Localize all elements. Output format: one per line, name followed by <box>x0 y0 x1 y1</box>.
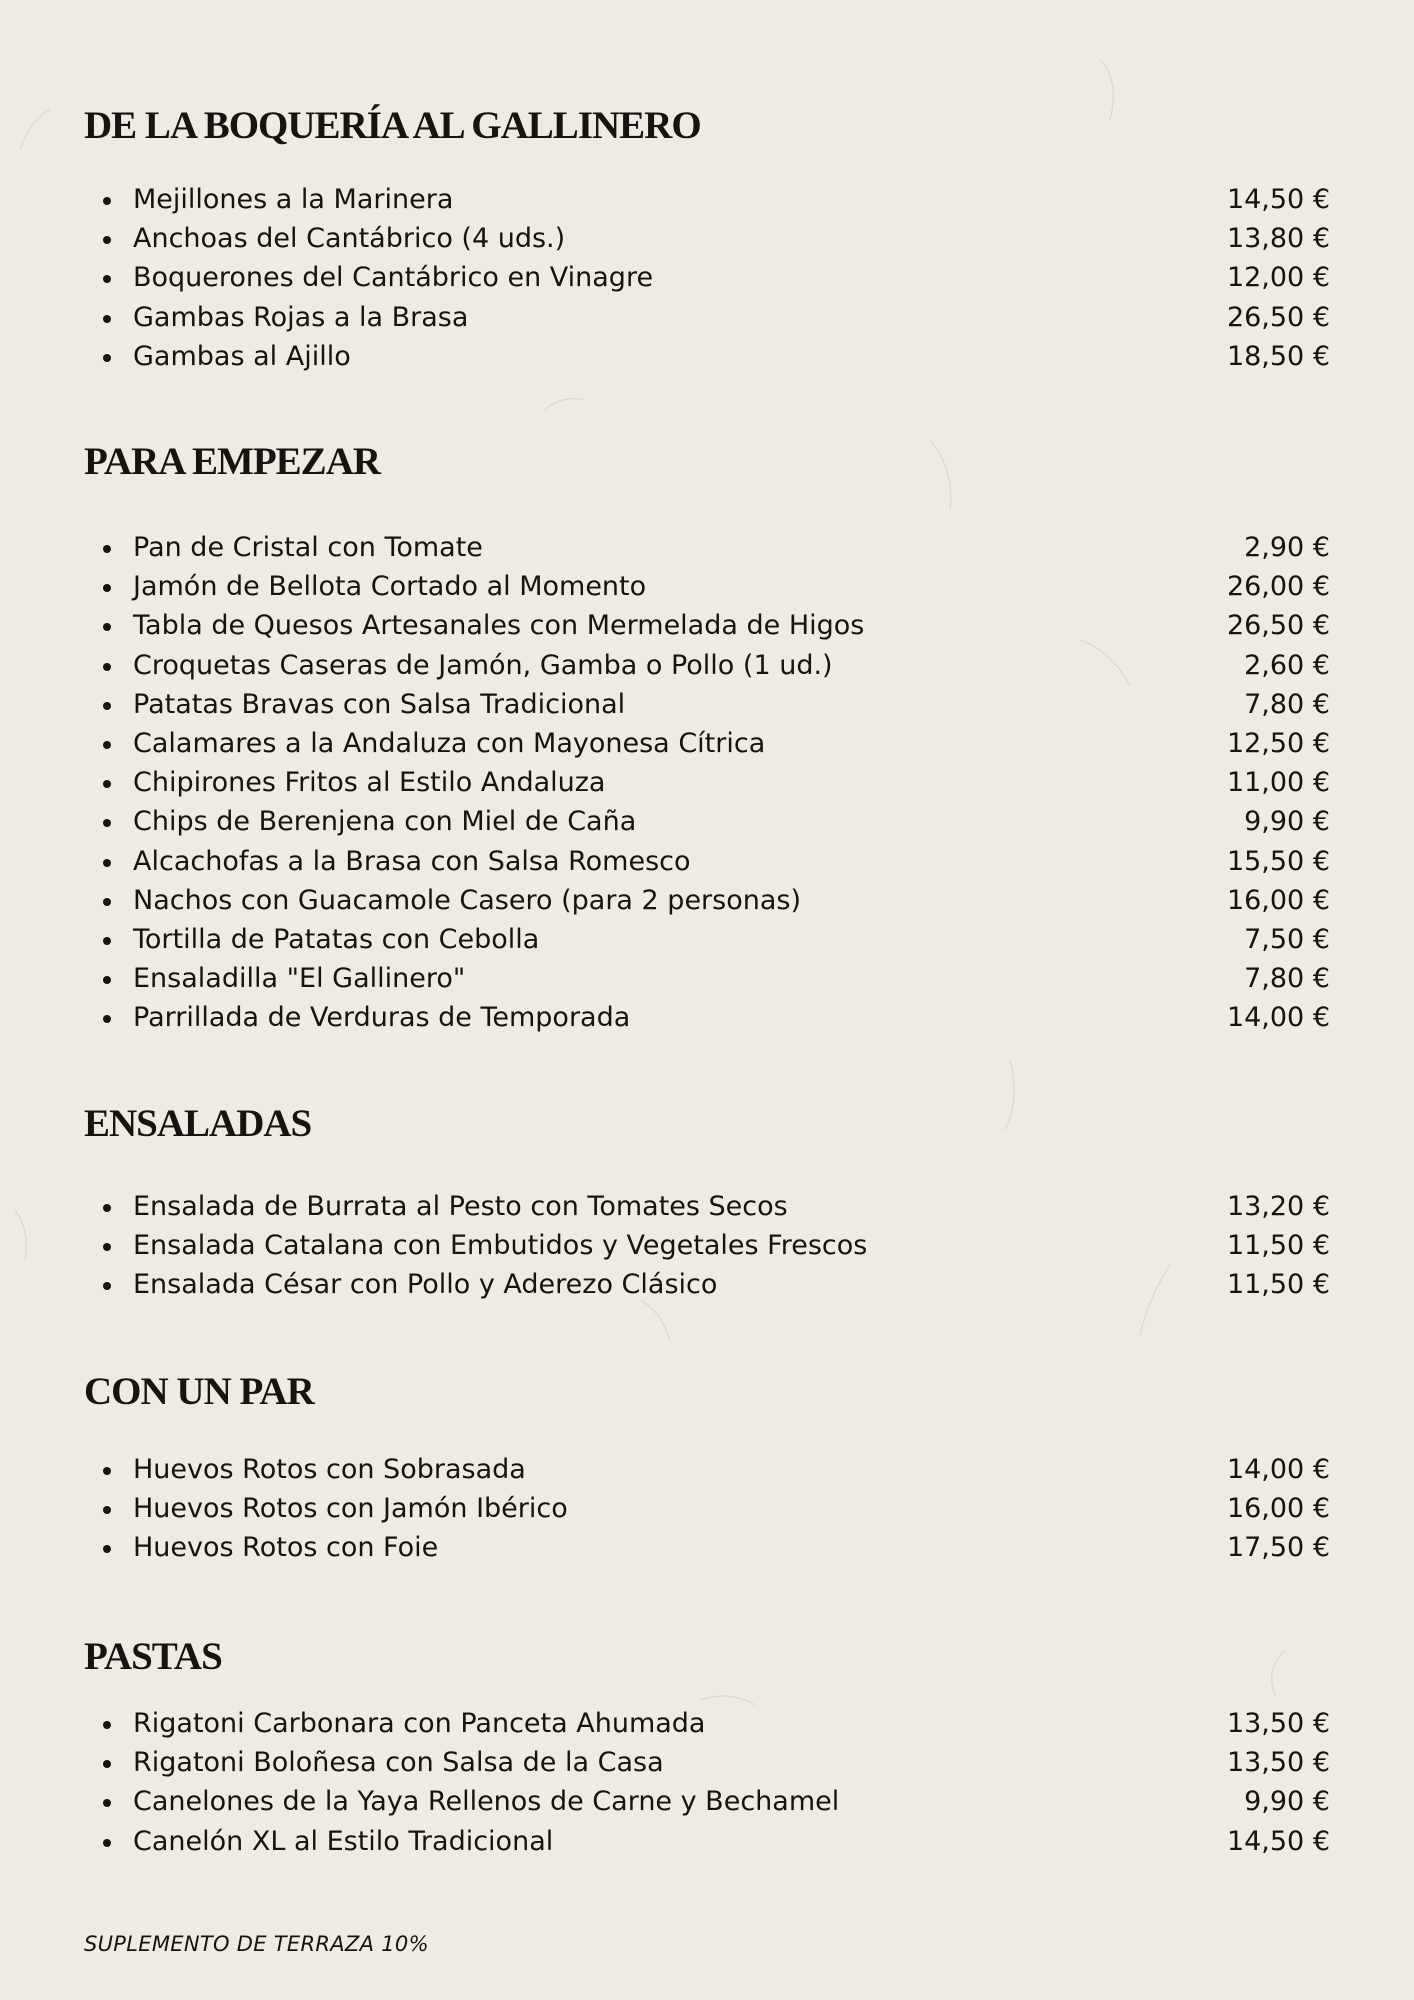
section-ensaladas <box>84 1094 1330 1301</box>
item-price: 16,00 € <box>1226 884 1330 916</box>
bullet-icon <box>103 741 111 749</box>
item-price: 7,80 € <box>1244 688 1330 720</box>
menu-item <box>84 1489 1330 1528</box>
menu-item <box>84 1226 1330 1265</box>
bullet-icon <box>103 197 111 205</box>
item-name: Pan de Cristal con Tomate <box>133 532 483 563</box>
item-price: 7,50 € <box>1244 923 1330 955</box>
bullet-icon <box>103 236 111 244</box>
menu-item <box>84 567 1330 606</box>
item-name: Nachos con Guacamole Casero (para 2 personas) <box>133 884 801 916</box>
menu-item <box>84 606 1330 645</box>
menu-item <box>84 1743 1330 1782</box>
menu-item <box>84 1265 1330 1304</box>
item-name: Gambas Rojas a la Brasa <box>133 301 469 333</box>
menu-item <box>84 1822 1330 1861</box>
menu-item <box>84 1704 1330 1743</box>
item-name: Ensaladilla "El Gallinero" <box>133 963 466 995</box>
item-name: Tabla de Quesos Artesanales con Mermelada de Higos <box>133 610 865 642</box>
item-name: Boquerones del Cantábrico en Vinagre <box>133 262 654 294</box>
item-price: 15,50 € <box>1226 845 1330 877</box>
bullet-icon <box>103 819 111 827</box>
item-name: Ensalada Catalana con Embutidos y Vegetales Frescos <box>133 1230 868 1262</box>
item-name: Chips de Berenjena con Miel de Caña <box>133 806 637 838</box>
menu-item <box>84 1450 1330 1489</box>
item-name: Rigatoni Carbonara con Panceta Ahumada <box>133 1708 706 1739</box>
bullet-icon <box>103 1839 111 1847</box>
menu-item <box>84 685 1330 724</box>
menu-item <box>84 724 1330 763</box>
item-list <box>84 1704 1330 1861</box>
menu-item <box>84 180 1330 219</box>
bullet-icon <box>103 937 111 945</box>
item-name: Ensalada César con Pollo y Aderezo Clásico <box>133 1269 718 1301</box>
item-list <box>84 1187 1330 1305</box>
bullet-icon <box>103 315 111 323</box>
menu-item <box>84 881 1330 920</box>
item-price: 2,60 € <box>1244 649 1330 681</box>
bullet-icon <box>103 702 111 710</box>
bullet-icon <box>103 780 111 788</box>
item-name: Ensalada de Burrata al Pesto con Tomates Secos <box>133 1191 788 1222</box>
menu-item <box>84 1187 1330 1226</box>
bullet-icon <box>103 1721 111 1729</box>
item-name: Huevos Rotos con Foie <box>133 1532 439 1564</box>
bullet-icon <box>103 623 111 631</box>
item-price: 11,50 € <box>1226 1230 1330 1262</box>
item-price: 9,90 € <box>1244 806 1330 838</box>
bullet-icon <box>103 1204 111 1212</box>
item-price: 26,00 € <box>1226 571 1330 603</box>
item-name: Chipirones Fritos al Estilo Andaluza <box>133 767 606 799</box>
item-price: 26,50 € <box>1226 301 1330 333</box>
menu-item <box>84 998 1330 1037</box>
item-name: Tortilla de Patatas con Cebolla <box>133 923 540 955</box>
item-price: 14,00 € <box>1226 1454 1330 1485</box>
bullet-icon <box>103 898 111 906</box>
item-name: Anchoas del Cantábrico (4 uds.) <box>133 223 566 255</box>
item-name: Huevos Rotos con Jamón Ibérico <box>133 1493 568 1525</box>
bullet-icon <box>103 275 111 283</box>
menu-item <box>84 258 1330 297</box>
item-list <box>84 180 1330 376</box>
section-boqueria <box>84 96 1330 372</box>
item-name: Canelones de la Yaya Rellenos de Carne y Bechamel <box>133 1786 840 1818</box>
item-price: 14,50 € <box>1226 1825 1330 1857</box>
bullet-icon <box>103 663 111 671</box>
terrace-surcharge-note: SUPLEMENTO DE TERRAZA 10% <box>84 1932 429 1956</box>
menu-item <box>84 763 1330 802</box>
menu-item <box>84 959 1330 998</box>
item-name: Mejillones a la Marinera <box>133 184 454 215</box>
section-title: DE LA BOQUERÍA AL GALLINERO <box>84 104 701 147</box>
bullet-icon <box>103 584 111 592</box>
item-price: 2,90 € <box>1244 532 1330 563</box>
bullet-icon <box>103 1015 111 1023</box>
section-pastas <box>84 1627 1330 1857</box>
bullet-icon <box>103 545 111 553</box>
item-price: 11,50 € <box>1226 1269 1330 1301</box>
item-name: Rigatoni Boloñesa con Salsa de la Casa <box>133 1747 664 1779</box>
menu-item <box>84 1528 1330 1567</box>
item-price: 13,20 € <box>1226 1191 1330 1222</box>
item-price: 18,50 € <box>1226 340 1330 372</box>
item-price: 14,50 € <box>1226 184 1330 215</box>
bullet-icon <box>103 1545 111 1553</box>
item-name: Patatas Bravas con Salsa Tradicional <box>133 688 626 720</box>
item-name: Gambas al Ajillo <box>133 340 351 372</box>
section-con-un-par <box>84 1362 1330 1564</box>
bullet-icon <box>103 1506 111 1514</box>
item-price: 14,00 € <box>1226 1002 1330 1034</box>
section-title: PARA EMPEZAR <box>84 440 381 483</box>
menu-item <box>84 528 1330 567</box>
item-price: 13,50 € <box>1226 1708 1330 1739</box>
item-price: 7,80 € <box>1244 963 1330 995</box>
bullet-icon <box>103 1799 111 1807</box>
item-price: 13,50 € <box>1226 1747 1330 1779</box>
menu-item <box>84 298 1330 337</box>
item-price: 26,50 € <box>1226 610 1330 642</box>
menu-item <box>84 646 1330 685</box>
section-title: ENSALADAS <box>84 1102 312 1145</box>
item-price: 9,90 € <box>1244 1786 1330 1818</box>
bullet-icon <box>103 1467 111 1475</box>
item-price: 12,00 € <box>1226 262 1330 294</box>
item-name: Croquetas Caseras de Jamón, Gamba o Pollo (1 ud.) <box>133 649 833 681</box>
item-price: 16,00 € <box>1226 1493 1330 1525</box>
bullet-icon <box>103 1282 111 1290</box>
item-name: Jamón de Bellota Cortado al Momento <box>133 571 647 603</box>
section-para-empezar <box>84 432 1330 1034</box>
menu-item <box>84 337 1330 376</box>
item-list <box>84 1450 1330 1568</box>
item-name: Canelón XL al Estilo Tradicional <box>133 1825 554 1857</box>
bullet-icon <box>103 354 111 362</box>
item-name: Calamares a la Andaluza con Mayonesa Cítrica <box>133 727 766 759</box>
bullet-icon <box>103 976 111 984</box>
item-price: 11,00 € <box>1226 767 1330 799</box>
section-title: PASTAS <box>84 1635 222 1678</box>
item-price: 12,50 € <box>1226 727 1330 759</box>
item-name: Parrillada de Verduras de Temporada <box>133 1002 631 1034</box>
item-list <box>84 528 1330 1037</box>
bullet-icon <box>103 859 111 867</box>
item-price: 13,80 € <box>1226 223 1330 255</box>
menu-item <box>84 1782 1330 1821</box>
item-price: 17,50 € <box>1226 1532 1330 1564</box>
menu-item <box>84 219 1330 258</box>
menu-item <box>84 842 1330 881</box>
menu-item <box>84 920 1330 959</box>
bullet-icon <box>103 1760 111 1768</box>
bullet-icon <box>103 1243 111 1251</box>
section-title: CON UN PAR <box>84 1370 314 1413</box>
item-name: Alcachofas a la Brasa con Salsa Romesco <box>133 845 691 877</box>
menu-item <box>84 802 1330 841</box>
item-name: Huevos Rotos con Sobrasada <box>133 1454 526 1485</box>
